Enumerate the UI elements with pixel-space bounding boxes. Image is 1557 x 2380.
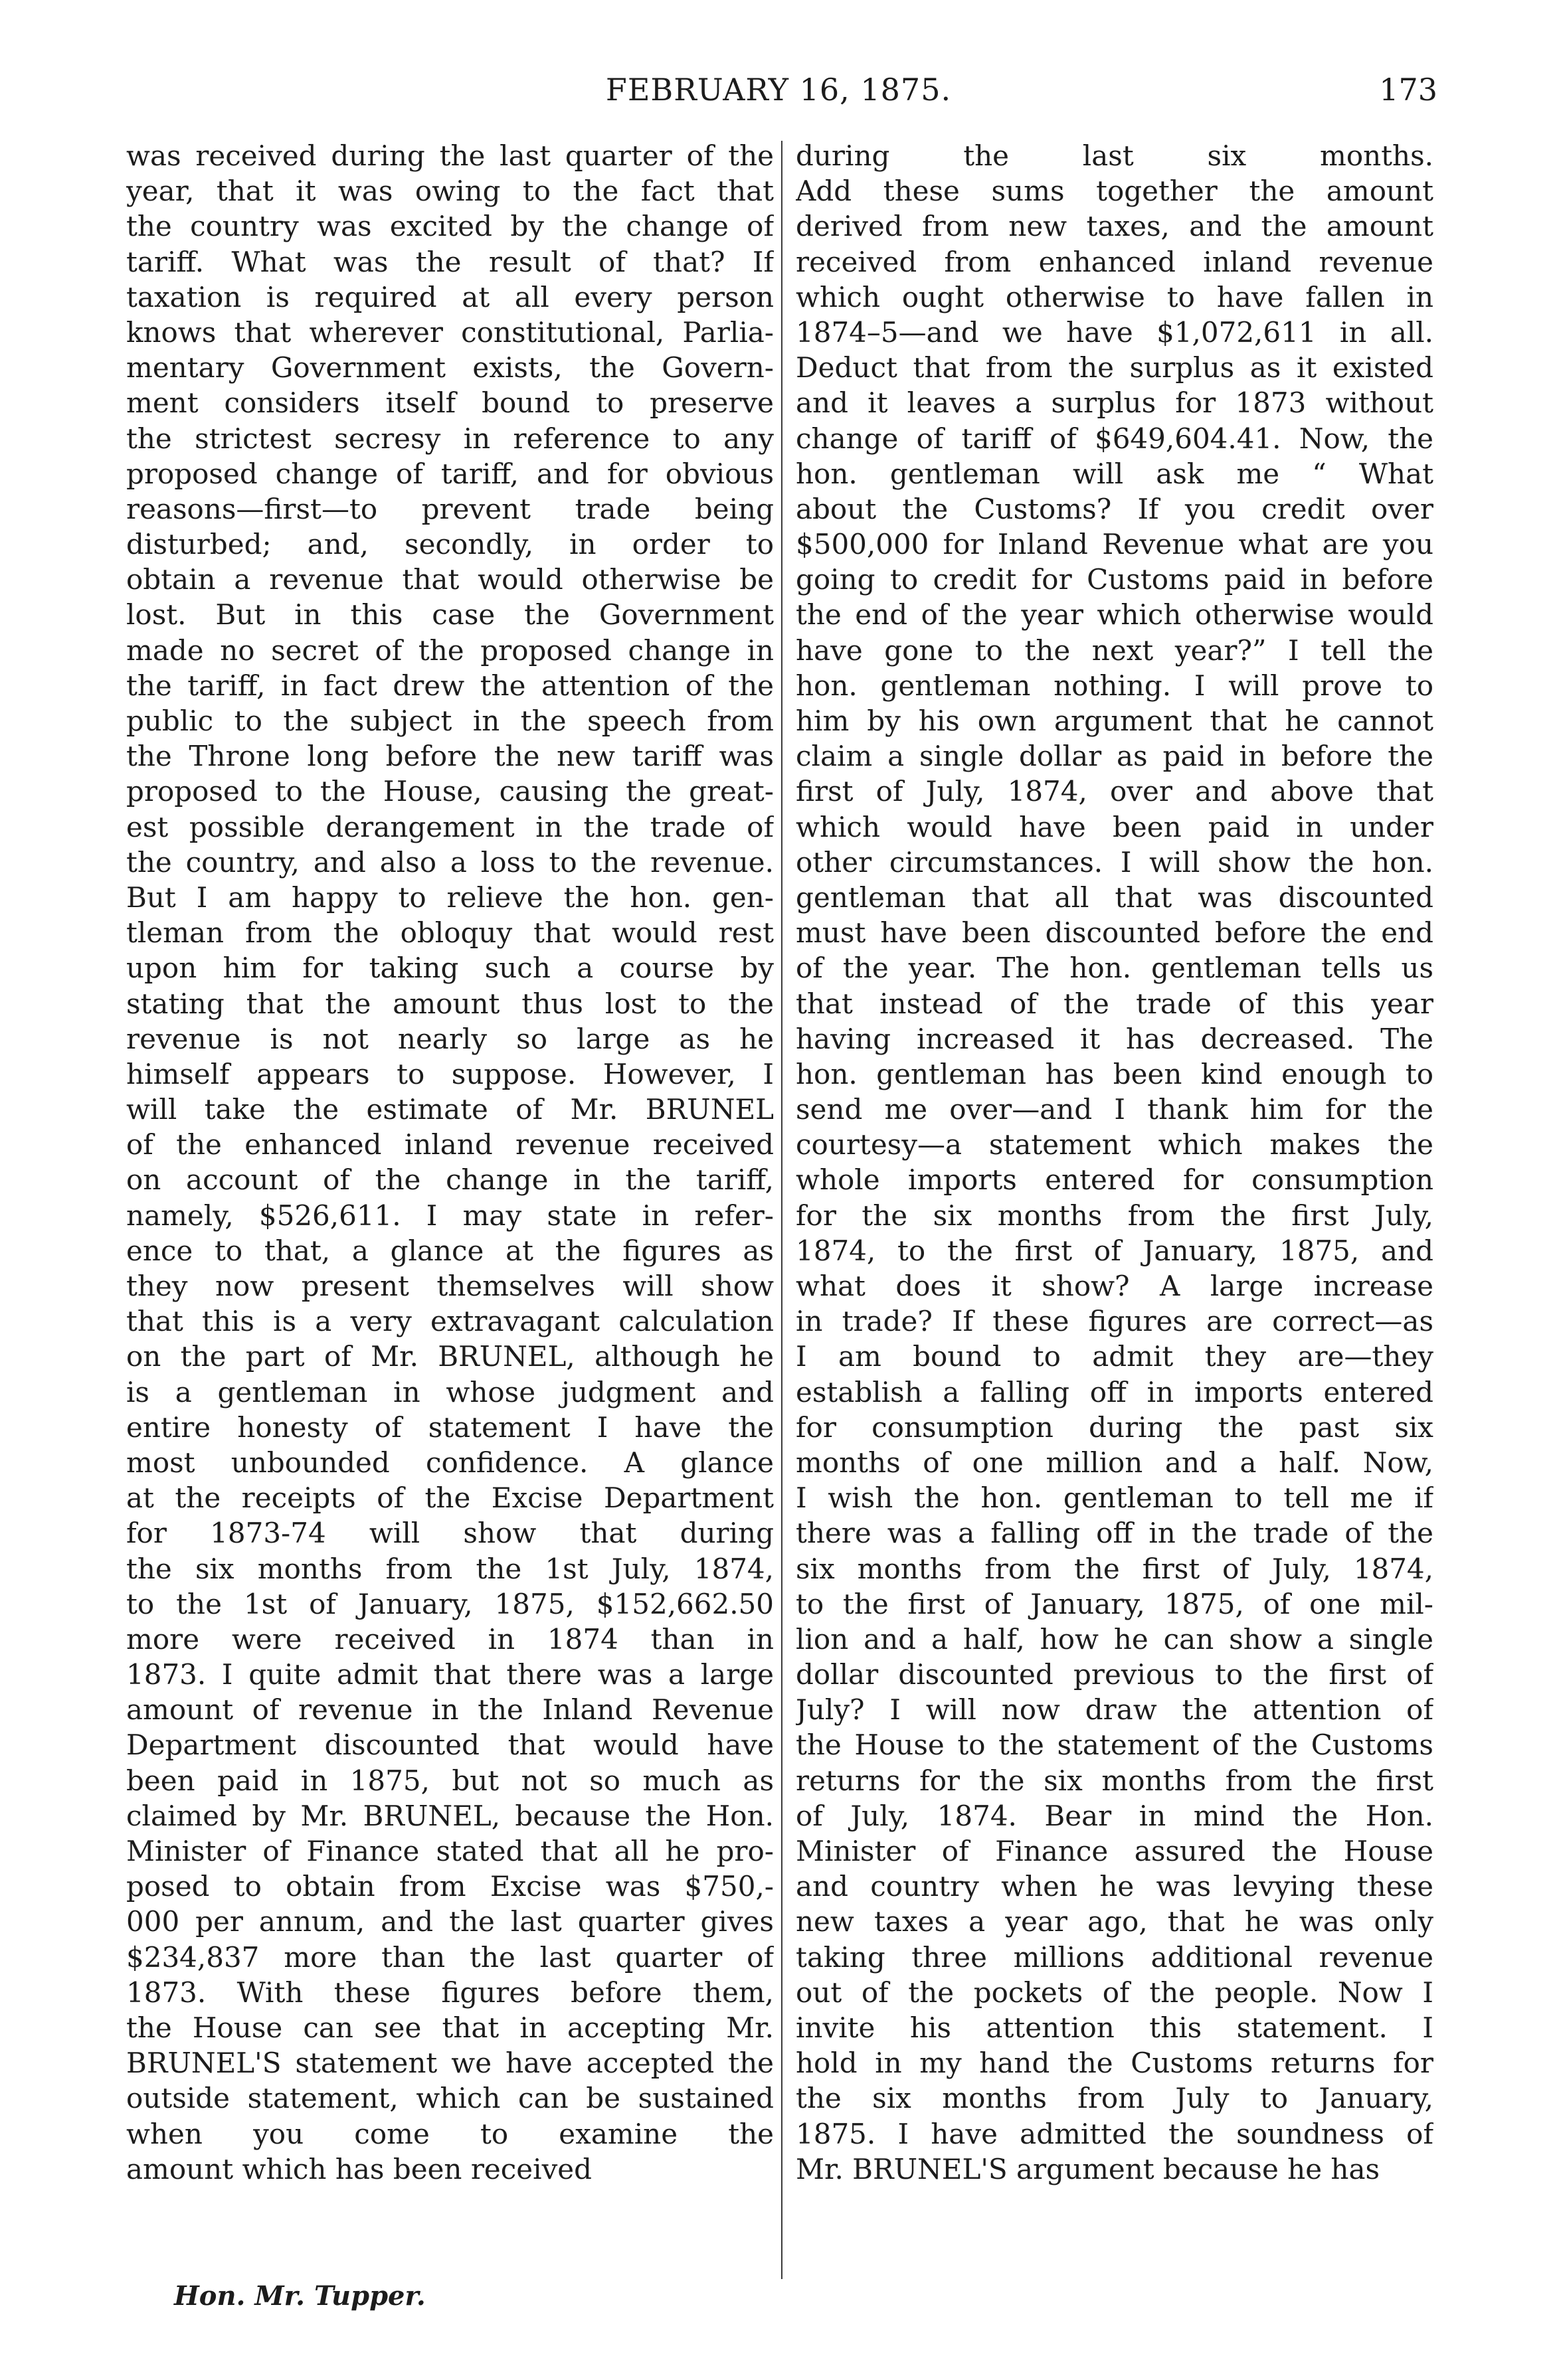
text-line: which ought otherwise to have fallen in xyxy=(796,280,1433,313)
text-line: for the six months from the first July, xyxy=(796,1199,1433,1232)
text-line: gentleman that all that was discounted xyxy=(796,881,1433,914)
text-line: for 1873-74 will show that during xyxy=(126,1517,774,1550)
text-line: Mr. BRUNEL'S argument because he has xyxy=(796,2152,1380,2185)
text-line: of the enhanced inland revenue received xyxy=(126,1128,774,1161)
text-line: the House can see that in accepting Mr. xyxy=(126,2011,774,2044)
text-line: there was a falling off in the trade of the xyxy=(796,1517,1433,1550)
text-line: upon him for taking such a course by xyxy=(126,952,774,985)
text-line: received from enhanced inland revenue xyxy=(796,245,1433,278)
text-line: at the receipts of the Excise Department xyxy=(126,1482,774,1515)
text-line: whole imports entered for consumption xyxy=(796,1163,1433,1197)
text-line: most unbounded confidence. A glance xyxy=(126,1446,774,1479)
text-line: returns for the six months from the first xyxy=(796,1764,1433,1797)
text-line: when you come to examine the xyxy=(126,2117,774,2150)
text-line: taxation is required at all every person xyxy=(126,280,774,313)
text-line: first of July, 1874, over and above that xyxy=(796,775,1433,808)
text-line: new taxes a year ago, that he was only xyxy=(796,1905,1433,1938)
text-line: Department discounted that would have xyxy=(126,1729,774,1762)
column-divider xyxy=(781,141,782,2279)
text-line: him by his own argument that he cannot xyxy=(796,705,1433,737)
speaker-footer: Hon. Mr. Tupper. xyxy=(174,2280,426,2312)
text-line: is a gentleman in whose judgment and xyxy=(126,1375,774,1408)
text-line: ence to that, a glance at the figures as xyxy=(126,1234,774,1267)
text-line: obtain a revenue that would otherwise be xyxy=(126,563,774,596)
text-line: disturbed; and, secondly, in order to xyxy=(126,528,774,561)
text-line: 1875. I have admitted the soundness of xyxy=(796,2117,1433,2150)
text-line: himself appears to suppose. However, I xyxy=(126,1057,774,1090)
text-line: I am bound to admit they are—they xyxy=(796,1340,1433,1373)
text-line: which would have been paid in under xyxy=(796,810,1433,843)
text-line: 1873. With these figures before them, xyxy=(126,1976,774,2009)
text-line: year, that it was owing to the fact that xyxy=(126,175,774,208)
text-line: about the Customs? If you credit over xyxy=(796,492,1433,525)
text-line: the six months from July to January, xyxy=(796,2082,1433,2115)
text-line: $500,000 for Inland Revenue what are you xyxy=(796,528,1433,561)
text-line: and country when he was levying these xyxy=(796,1870,1433,1903)
text-line: to the first of January, 1875, of one mil- xyxy=(796,1587,1433,1620)
text-line: posed to obtain from Excise was $750,- xyxy=(126,1870,774,1903)
text-line: Deduct that from the surplus as it existed xyxy=(796,351,1433,384)
text-line: hon. gentleman has been kind enough to xyxy=(796,1057,1433,1090)
text-line: on the part of Mr. BRUNEL, although he xyxy=(126,1340,774,1373)
text-line: July? I will now draw the attention of xyxy=(796,1693,1433,1727)
text-line: during the last six months. xyxy=(796,139,1433,172)
page-date: FEBRUARY 16, 1875. xyxy=(605,72,952,108)
page-header xyxy=(0,72,1557,125)
text-line: tleman from the obloquy that would rest xyxy=(126,916,774,950)
text-line: I wish the hon. gentleman to tell me if xyxy=(796,1482,1433,1515)
left-column xyxy=(126,138,774,2187)
text-line: send me over—and I thank him for the xyxy=(796,1093,1433,1126)
text-line: hon. gentleman will ask me “ What xyxy=(796,457,1433,490)
text-line: tariff. What was the result of that? If xyxy=(126,245,774,278)
text-line: made no secret of the proposed change in xyxy=(126,634,774,667)
text-line: 1873. I quite admit that there was a large xyxy=(126,1658,774,1691)
text-line: courtesy—a statement which makes the xyxy=(796,1128,1433,1161)
text-line: of July, 1874. Bear in mind the Hon. xyxy=(796,1799,1433,1832)
text-line: more were received in 1874 than in xyxy=(126,1622,774,1656)
text-line: est possible derangement in the trade of xyxy=(126,810,774,843)
text-line: 1874–5—and we have $1,072,611 in all. xyxy=(796,315,1433,349)
text-line: in trade? If these figures are correct—as xyxy=(796,1305,1433,1338)
text-line: derived from new taxes, and the amount xyxy=(796,210,1433,243)
text-line: was received during the last quarter of the xyxy=(126,139,774,172)
text-line: six months from the first of July, 1874, xyxy=(796,1552,1433,1585)
text-line: mentary Government exists, the Govern- xyxy=(126,351,774,384)
text-line: claimed by Mr. BRUNEL, because the Hon. xyxy=(126,1799,774,1832)
text-line: entire honesty of statement I have the xyxy=(126,1410,774,1444)
text-line: the Throne long before the new tariff was xyxy=(126,740,774,773)
text-line: establish a falling off in imports entered xyxy=(796,1375,1433,1408)
text-line: will take the estimate of Mr. BRUNEL xyxy=(126,1093,774,1126)
text-line: stating that the amount thus lost to the xyxy=(126,987,774,1020)
text-line: for consumption during the past six xyxy=(796,1410,1433,1444)
text-line: $234,837 more than the last quarter of xyxy=(126,1940,774,1974)
text-line: proposed to the House, causing the great- xyxy=(126,775,774,808)
text-line: knows that wherever constitutional, Parlia- xyxy=(126,315,774,349)
text-line: the House to the statement of the Customs xyxy=(796,1729,1433,1762)
text-line: other circumstances. I will show the hon. xyxy=(796,845,1433,879)
text-line: been paid in 1875, but not so much as xyxy=(126,1764,774,1797)
text-line: namely, $526,611. I may state in refer- xyxy=(126,1199,774,1232)
text-line: hold in my hand the Customs returns for xyxy=(796,2047,1433,2080)
text-line: taking three millions additional revenue xyxy=(796,1940,1433,1974)
text-line: ment considers itself bound to preserve xyxy=(126,386,774,420)
text-line: 1874, to the first of January, 1875, and xyxy=(796,1234,1433,1267)
text-line: lion and a half, how he can show a single xyxy=(796,1622,1433,1656)
text-line: they now present themselves will show xyxy=(126,1270,774,1302)
text-line: the country was excited by the change of xyxy=(126,210,774,243)
text-line: amount which has been received xyxy=(126,2152,593,2185)
text-line: what does it show? A large increase xyxy=(796,1270,1433,1302)
text-line: 000 per annum, and the last quarter gives xyxy=(126,1905,774,1938)
text-line: claim a single dollar as paid in before the xyxy=(796,740,1433,773)
text-line: the end of the year which otherwise would xyxy=(796,598,1433,632)
text-line: proposed change of tariff, and for obvious xyxy=(126,457,774,490)
text-line: the country, and also a loss to the revenue. xyxy=(126,845,774,879)
text-line: going to credit for Customs paid in before xyxy=(796,563,1433,596)
text-line: months of one million and a half. Now, xyxy=(796,1446,1433,1479)
text-line: to the 1st of January, 1875, $152,662.50 xyxy=(126,1587,774,1620)
text-line: amount of revenue in the Inland Revenue xyxy=(126,1693,774,1727)
text-line: reasons—first—to prevent trade being xyxy=(126,492,774,525)
text-line: Add these sums together the amount xyxy=(796,175,1433,208)
text-line: But I am happy to relieve the hon. gen- xyxy=(126,881,774,914)
text-line: must have been discounted before the end xyxy=(796,916,1433,950)
text-line: out of the pockets of the people. Now I xyxy=(796,1976,1433,2009)
text-line: having increased it has decreased. The xyxy=(796,1022,1433,1055)
text-line: BRUNEL'S statement we have accepted the xyxy=(126,2047,774,2080)
text-line: Minister of Finance assured the House xyxy=(796,1835,1433,1867)
text-line: invite his attention this statement. I xyxy=(796,2011,1433,2044)
text-line: hon. gentleman nothing. I will prove to xyxy=(796,669,1433,702)
text-line: public to the subject in the speech from xyxy=(126,705,774,737)
page-number: 173 xyxy=(1379,72,1437,108)
text-line: change of tariff of $649,604.41. Now, the xyxy=(796,422,1433,455)
text-line: outside statement, which can be sustained xyxy=(126,2082,774,2115)
text-line: Minister of Finance stated that all he pro- xyxy=(126,1835,774,1867)
text-line: and it leaves a surplus for 1873 without xyxy=(796,386,1433,420)
text-line: on account of the change in the tariff, xyxy=(126,1163,774,1197)
text-line: lost. But in this case the Government xyxy=(126,598,774,632)
text-line: that instead of the trade of this year xyxy=(796,987,1433,1020)
text-line: have gone to the next year?” I tell the xyxy=(796,634,1433,667)
right-column xyxy=(796,138,1433,2187)
text-line: the six months from the 1st July, 1874, xyxy=(126,1552,774,1585)
text-line: the tariff, in fact drew the attention of the xyxy=(126,669,774,702)
text-line: of the year. The hon. gentleman tells us xyxy=(796,952,1433,985)
text-line: the strictest secresy in reference to any xyxy=(126,422,774,455)
text-line: dollar discounted previous to the first of xyxy=(796,1658,1433,1691)
text-line: that this is a very extravagant calculation xyxy=(126,1305,774,1338)
text-line: revenue is not nearly so large as he xyxy=(126,1022,774,1055)
